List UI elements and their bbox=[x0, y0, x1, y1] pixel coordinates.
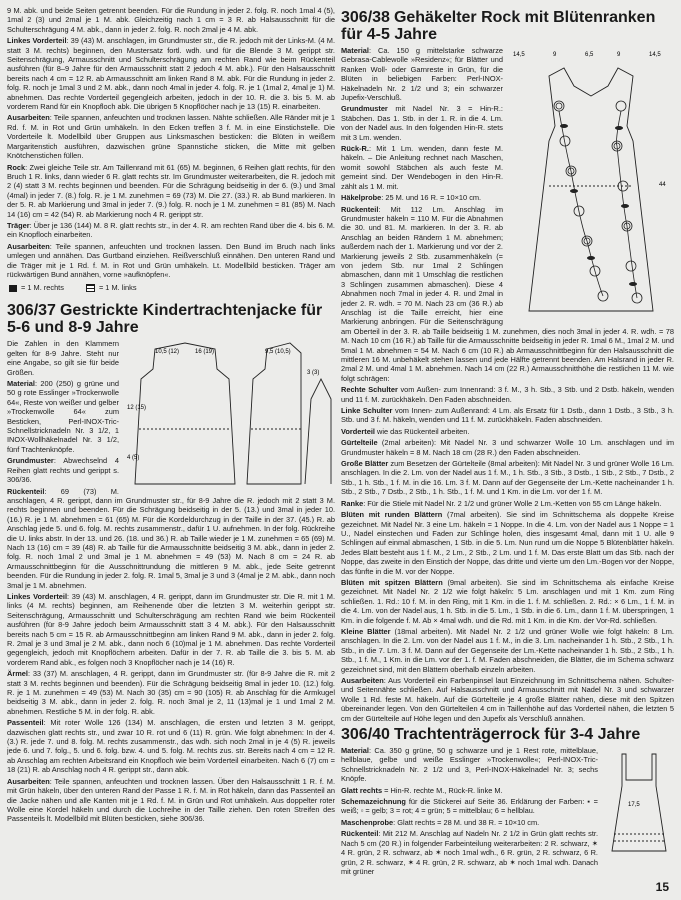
skirt-pattern-diagram bbox=[604, 746, 674, 856]
paragraph: Material: Ca. 350 g grüne, 50 g schwarze und je 1 Rest rote, mittelblaue, hellblaue, gelbe und weiße Esslinger »Trockenwolle«; Perl-INOX-Tric-Schnellstricknadeln Nr. 2 1/2 und 3, Perl-INOX-Häkelnadel Nr. 3; sechs Knöpfe. bbox=[341, 746, 598, 784]
paragraph: Ausarbeiten: Teile spannen, anfeuchten und trocknen lassen. Über den Halsausschnitt 1 R. f. M. mit Grün häkeln, über den unteren Rand der Passe 1 R. f. M. in Rot häkeln, dann das Passenteil an die Jacke nähen und alle Kanten mit je 1 Rd. f. M. in Grün und Rot umhäkeln. Aus doppelter roter Wolle eine Kordel häkeln und durch die Lochreihe in der Taille ziehen. Den roten Streifen des Passenteils lt. Modellbild mit Blüten besticken, siehe 306/36. bbox=[7, 776, 335, 824]
paragraph: Blüten mit runden Blättern (7mal arbeiten). Sie sind im Schnittschema als doppelte Kreise gezeichnet. Mit Nadel Nr. 3 eine Lm. häkeln = 1 Noppe. In die 4. Lm. von der Nadel aus 1 Noppe = 1 U., Nadel einstechen und Faden zur Schlinge holen, dies insgesamt 4mal, dann mit 1 U. alle 9 Schlingen auf einmal abmaschen, 1 Stb. in die 5. Lm. Nun rund um die Noppe 5 Blütenblätter häkeln. Jedes Blatt besteht aus 1 f. M., 2 Lm., 2 Stb., 2 Lm. und 1 f. M. Das erste Blatt um das Stb. nach der Noppe, das zweite in den Einstich der Noppe, das dritte und vierte um den Lm.-Bogen vor der Noppe, das fünfte in die M. vor der Noppe. bbox=[341, 510, 674, 576]
section-title-306-40: 306/40 Trachtenträgerrock für 3-4 Jahre bbox=[341, 726, 641, 744]
paragraph: Vorderteil wie das Rückenteil arbeiten. bbox=[341, 426, 470, 436]
paragraph: Gürtelteile (2mal arbeiten): Mit Nadel Nr. 3 und schwarzer Wolle 10 Lm. anschlagen und im Grundmuster häkeln = 8 M. Nach 18 cm (28 R.) den Faden abschneiden. bbox=[341, 438, 674, 457]
paragraph: Rück-R.: Mit 1 Lm. wenden, dann feste M. häkeln. – Die Anleitung rechnet nach Maschen, womit sowohl Stäbchen als auch feste M. gemeint sind. Der Wendebogen in den Hin-R. zählt als 1 M. mit. bbox=[341, 144, 503, 191]
diagram-label: 17,5 bbox=[628, 802, 640, 809]
paragraph: Rock: Zwei gleiche Teile str. Am Taillenrand mit 61 (65) M. beginnen, 6 Reihen glatt rechts, für den Bruch 1 R. links, dann wieder 6 R. glatt rechts str. Im Grundmuster weiterarbeiten, die R. jedoch mit 2 (4) statt 3 M. rechts beginnen und beenden. Für die Schrägung beidseitig in der 6. (9.) und 3mal (4mal) in jeder 7. (8.) folg. R. je 1 M. zunehmen = 69 (73) M. Die 27. (33.) R. ab Bund markieren. In der 5. R. ab Markierung und 3mal in jeder 7. (9.) folg. R. noch je 1 M. zunehmen = 81 (85) M. Nach 14 (16) cm = 42 (54) R. ab Markierung noch 4 R. gerippt str. bbox=[7, 162, 335, 219]
stitch-legend bbox=[9, 283, 335, 292]
paragraph: Große Blätter zum Besetzen der Gürtelteile (8mal arbeiten): Mit Nadel Nr. 3 und grüner Wolle 16 Lm. anschlagen. In die 2. Lm. von der Nadel aus 1 f. M., 1 h. Stb., 3 Stb., 3 Dstb., 1 Stb., 2 Stb., 7 Dstb., 2 Stb., 1 h. Stb., 1 f. M. in die 16. Lm. 3 f. M. Dann auf der Gegenseite der Lm.-Kette nacheinander 1 h. Stb., 2 Stb., 7 Dstb., 2 Stb., 1 h. Stb., 1 f. M. und 1 Km. in die Lm. vor der 1 f. M. bbox=[341, 459, 674, 497]
paragraph: Linke Schulter vom Innen- zum Außenrand: 4 Lm. als Ersatz für 1 Dstb., dann 1 Dstb., 3 Stb., 3 h. Stb. und 3 f. M. häkeln, wenden und 11 f. M. zurückhäkeln. Faden abschneiden. bbox=[341, 406, 674, 425]
paragraph: 9 M. abk. und beide Seiten getrennt beenden. Für die Rundung in jeder 2. folg. R. noch 1mal 4 (5), 1mal 2 (3) und 2mal je 1 M. abk. Gleichzeitig nach 1 cm = 3 R. ab Halsausschnitt für die Schulterschrägung 4 M. abk., dann in jeder 2. folg. R. noch 2mal je 4 M. abk. bbox=[7, 6, 335, 34]
paragraph: Ärmel: 33 (37) M. anschlagen, 4 R. gerippt, dann im Grundmuster str. (für 8-9 Jahre die R. mit 2 statt 3 M. rechts beginnen und beenden). Für die Schrägung beidseitig 8mal in jeder 10. (12.) folg. R. je 1 M. zunehmen = 49 (53) M. Nach 30 (35) cm = 90 (105) R. ab Anschlag für die Armkugel beidseitig 3 M. abk., dann in jeder 2. folg. R. noch 3mal je 2, 11 (13)mal je 1 und 1mal 2 M. abnehmen. Restliche 5 M. in der folg. R. abk. bbox=[7, 669, 335, 716]
paragraph: Ausarbeiten: Aus Vorderteil ein Farbenpinsel laut Einzeichnung im Schnittschema nähen. Schulter- und Seitennähte schließen. Auf Halsausschnitt und Armausschnitt mit Nadel Nr. 3 und schwarzer Wolle 1 Rd. feste M. häkeln. Auf die Gürtelteile je 4 große Blätter nähen, diese mit den Spitzen übereinander legen. Von den Gürtelteilen 4 cm in Taillenhöhe auf das Vorderteil nähen, die letzten 5 cm der Gürtelteile auf Höhe legen und den Jupefix als Verschluß annähen. bbox=[341, 676, 674, 723]
paragraph: Passenteil: Mit roter Wolle 126 (134) M. anschlagen, die ersten und letzten 3 M. gerippt, dazwischen glatt rechts str., und zwar 10 R. rot und 6 (11) R. grün. Wie folgt abnehmen: In der 4. (3.) R. jede 7. und 8. folg. M. rechts zusammenstr., das wdh. sich noch 2mal in je 4 (5) R. jeweils jede 6. und 7. folg., 5. und 6. folg. bzw. 4. und 5. folg. M. rechts zus. str. Bereits nach 4 cm = 12 R. ab Anschlag am rechten Arbeitsrand ein Knopfloch wie beim Vorderteil einarbeiten. Nach 6 (7) cm = 18 (21) R. ab Anschlag noch 4 R. gerippt str., dann abk. bbox=[7, 718, 335, 775]
left-column bbox=[7, 6, 335, 890]
diagram-label: 9 bbox=[617, 52, 621, 58]
paragraph: Ausarbeiten: Teile spannen, anfeuchten und trocknen lassen. Den Bund im Bruch nach links umlegen und annähen. Das Gurtband einziehen. Reißverschluß einnähen. Den unteren Rand und die Träger mit je 1 Rd. f. M. in Rot und Grün umhäkeln. Lt. Modellbild besticken. Träger am rückwärtigen Bund annähen, vorne »aufknöpfen«. bbox=[7, 241, 335, 279]
diagram-label: 14,5 bbox=[649, 52, 661, 58]
diagram-label: 44 bbox=[659, 182, 666, 188]
paragraph: Träger: Über je 136 (144) M. 8 R. glatt rechts str., in der 4. R. am rechten Rand über die 4. bis 6. M. ein Knopfloch einarbeiten. bbox=[7, 220, 335, 240]
diagram-label: 4 (5) bbox=[127, 455, 140, 462]
paragraph: Linkes Vorderteil: 39 (43) M. anschlagen, im Grundmuster str., die R. jedoch mit der Links-M. (4 M. statt 3 M. rechts) beginnen, den Mustersatz fortl. wdh. und für die Blende 3 M. gerippt str. Seitenschrägung, Armausschnitt und Schulterschrägung am rechten Rand wie beim Rückenteil ausführen (für 8–9 Jahre für den Armausschnitt statt 2 jedoch 4 M. abk.). Für den Halsausschnitt bereits nach 4 cm = 12 R. ab Armausschnitt am linken Rand 8 M. abk. Für die Rundung in jeder 2. folg. R. noch je 1mal 3 und 2 M. abk., dann noch 4mal in jeder 4. folg. R. je 1 (1mal 2, 4mal je 1) M. abnehmen. Das rechte Vorderteil gegengleich arbeiten, jedoch in der 10. R. die 3. bis 5. M. ab vorderem Rand für ein Knopfloch abk. Die übrigen 5 Knopflöcher nach je 13 (15) R. einarbeiten. bbox=[7, 36, 335, 112]
paragraph: Rückenteil: Mit 112 Lm. Anschlag im Grundmuster häkeln = 110 M. Für die Abnahmen die 30. und 81. M. markieren. In der 3. R. ab Anschlag an beiden Rändern 1 M. abnehmen; außerdem nach der 1. Markierung und vor der 2. Markierung jeweils 2 Stb. zusammenhäkeln (= von jedem Stb. nur 1mal 2 Schlingen abmaschen, dann mit 1 Umschlag die restlichen 3 Schlingen zusammen abmaschen). Diese 4 Abnahmen noch 7mal in jeder 4. R. und 2mal in jeder 2. R. wdh. = 70 M. Nach 23 cm (36 R.) ab Anschlag ist die Taille erreicht, hier eine Markierung anbringen. Für die Seitenschrägung am Oberteil in der 3. R. ab Taille beidseitig 1 M. zunehmen, dies noch 3mal in jeder 4. R. wdh. = 78 M. Nach 10 cm (16 R.) ab Taille für die Armausschnitte beidseitig in jeder R. 1mal 6 M., 1mal 2 M. und 5mal 1 M. abnehmen = 54 M. Nach 6 cm (10 R.) ab Armausschnittbeginn für den Halsausschnitt die mittleren 16 M. unbehäkelt stehen lassen und jede Hälfte getrennt beenden. Am Halsrand in jeder R. 2mal 2 M. und 4mal 1 M. abnehmen. Nach 14 cm (22 R.) Armausschnitthöhe die restlichen 11 M. wie folgt schrägen: bbox=[341, 204, 674, 383]
right-column bbox=[341, 6, 674, 890]
knit-symbol-icon bbox=[9, 285, 17, 292]
paragraph: Ranke: Für die Stiele mit Nadel Nr. 2 1/2 und grüner Wolle 2 Lm.-Ketten von 55 cm Länge häkeln. bbox=[341, 498, 662, 508]
paragraph: Blüten mit spitzen Blättern (9mal arbeiten). Sie sind im Schnittschema als einfache Kreise gezeichnet. Mit Nadel Nr. 2 1/2 wie folgt häkeln: 5 Lm. anschlagen und mit 1 Km. zum Ring schließen. 1. Rd.: 10 f. M. in den Ring, mit 1 Km. in die 1. f. M. schließen. 2. Rd.: × 6 Lm., 1 f. M. in die 4. Lm. von der Nadel aus, 1 h. Stb. in die 5. Lm., 1 Stb. in die 6. Lm., dann 1 f. M. überspringen, 1 Km. in die folgende f. M. Ab × 4mal wdh. und die Rd. mit 1 Km. in die Km. der Vor-Rd. schließen. bbox=[341, 577, 674, 625]
paragraph: Rechte Schulter vom Außen- zum Innenrand: 3 f. M., 3 h. Stb., 3 Stb. und 2 Dstb. häkeln, wenden und 11 f. M. zurückhäkeln. Den Faden abschneiden. bbox=[341, 385, 674, 404]
purl-symbol-icon bbox=[86, 284, 95, 292]
paragraph: Maschenprobe: Glatt rechts = 28 M. und 38 R. = 10×10 cm. bbox=[341, 817, 540, 827]
section-title-306-38: 306/38 Gehäkelter Rock mit Blütenranken für 4-5 Jahre bbox=[341, 9, 656, 43]
intro-text bbox=[7, 6, 335, 279]
paragraph: Linkes Vorderteil: 39 (43) M. anschlagen, 4 R. gerippt, dann im Grundmuster str. Die R. mit 1 M. links (4 M. rechts) beginnen, am Reihenende über die letzten 3 M. weiterhin gerippt str. Seitenschrägung, Armausschnitt und Schulterschrägung am rechten Rand wie beim Rückenteil ausführen (für 8-9 Jahre jedoch beim Armausschnitt statt 3 4 M. abk.). Für den Halsausschnitt bereits nach 5 cm = 15 R. ab Armausschnittbeginn am linken Rand 9 M. abk., dann in jeder 2. folg. R. 2mal je 3 und 3mal je 2 M. abk., dann noch 6 (10)mal je 1 M. abnehmen. Das rechte Vorderteil gegengleich, jedoch mit Knopflöchern arbeiten. Dafür in der 7. R. ab Taille die 3. bis 5. M. ab vorderem Rand abk., es folgen noch 3 Knopflöcher nach je 14 (16) R. bbox=[7, 591, 335, 667]
paragraph: Ausarbeiten: Teile spannen, anfeuchten und trocknen lassen. Nähte schließen. Alle Ränder mit je 1 Rd. f. M. in Rot und Grün umhäkeln. In den Ecken treffen 3 f. M. in eine Einstichstelle. Die Vorderteile lt. Modellbild über Gruppen aus Linksmaschen besticken: die Blüten in weißem Margaritenstich ausführen, dazwischen grüne Spannstiche sticken, die Mitte mit gelben Knötchenstichen füllen. bbox=[7, 113, 335, 161]
paragraph: Schemazeichnung für die Stickerei auf Seite 36. Erklärung der Farben: ▪ = weiß; ▫ = gelb; 3 = rot; 4 = grün; 5 = mittelblau; 6 = hellblau. bbox=[341, 797, 598, 816]
diagram-label: 14,5 bbox=[513, 52, 525, 58]
diagram-label: 10,5 (12) bbox=[155, 349, 180, 356]
paragraph: Material: 200 (250) g grüne und 50 g rote Esslinger »Trockenwolle 64«, Reste von weißer und gelber »Trockenwolle 64« zum Besticken, Perl-INOX-Tric-Schnellstricknadeln Nr. 3 1/2, 1 INOX-Wollhäkelnadel Nr. 3 1/2, fünf Trachtenknöpfe. bbox=[7, 379, 119, 454]
diagram-label: 9 bbox=[553, 52, 557, 58]
diagram-label: 16 (19) bbox=[195, 349, 215, 356]
paragraph: Grundmuster: Abwechselnd 4 Reihen glatt rechts und gerippt s. 306/36. bbox=[7, 456, 119, 485]
paragraph: Grundmuster mit Nadel Nr. 3 = Hin-R.: Stäbchen. Das 1. Stb. in der 1. R. in die 4. Lm. von der Nadel aus. In den folgenden Hin-R. stets mit 3 Lm. wenden. bbox=[341, 104, 503, 142]
section-intro: Die Zahlen in den Klammern gelten für 8-9 Jahre. Steht nur eine Angabe, so gilt sie für beide Größen. bbox=[7, 339, 119, 377]
diagram-label: 12 (15) bbox=[127, 405, 147, 412]
paragraph: Häkelprobe: 25 M. und 16 R. = 10×10 cm. bbox=[341, 193, 482, 203]
diagram-label: 6,5 bbox=[585, 52, 594, 58]
diagram-label: 3 (3) bbox=[307, 370, 320, 377]
page-number: 15 bbox=[655, 880, 669, 894]
paragraph: Kleine Blätter (18mal arbeiten). Mit Nadel Nr. 2 1/2 und grüner Wolle wie folgt häkeln: 8 Lm. anschlagen. In die 2. Lm. von der Nadel aus 1 f. M., in die 3. Lm. nacheinander 1 h. Stb., 2 Stb., 1 h. Stb., in die 7. Lm. 3 f. M. Dann auf der Gegenseite der Lm.-Kette nacheinander 1 h. Stb., 2 Stb., 1 h. Stb., 1 f. M., 1 Km. in die Lm. vor der 1. f. M. Faden abschneiden, die Blätter, die im Schema schwarz gezeichnet sind, mit den Blättern oberhalb einzeln arbeiten. bbox=[341, 626, 674, 674]
paragraph: Glatt rechts = Hin-R. rechte M., Rück-R. linke M. bbox=[341, 785, 503, 795]
dress-pattern-diagram bbox=[509, 46, 674, 316]
jacket-pattern-diagram bbox=[125, 339, 335, 489]
section-title-306-37: 306/37 Gestrickte Kindertrachtenjacke für 5-6 und 8-9 Jahre bbox=[7, 302, 323, 337]
paragraph: Rückenteil: Mit 212 M. Anschlag auf Nadeln Nr. 2 1/2 in Grün glatt rechts str. Nach 5 cm (20 R.) in folgender Farbeinteilung weiterarbeiten: 2 R. schwarz, ✶ 4 R. grün, 2 R. schwarz, ab ✶ noch 1mal wdh., 6 R. grün, 2 R. schwarz, 6 R. grün, 2 R. schwarz, ✶ 4 R. grün, 2 R. schwarz, ab ✶ noch 1mal wdh. Danach mit grüner bbox=[341, 829, 598, 876]
paragraph: Rückenteil: 69 (73) M. anschlagen, 4 R. gerippt, dann im Grundmuster str., für 8-9 Jahre die R. jedoch mit 2 statt 3 M. rechts beginnen und beenden. Für die Schrägung beidseitig in der 5. (13.) und 3mal in jeder 10. (16.) R. je 1 M. abnehmen = 61 (65) M. Für die Kordeldurchzug in der Taille in der 37. (45.) R. ab Anschlag jede 5. und 6. folg. M. rechts zusammenstr., dafür 1 U. aufnehmen. In der folg. Rückreihe die U. links abstr. In der 13. und 26. (18. und 36.) R. ab Taille wieder je 1 M. zunehmen = 65 (69) M. Nach 13 (16) cm = 39 (48) R. ab Taille für die Armausschnitte beidseitig 3 M. abk., dann in jeder 2. folg. R. noch 1mal 2 und 3mal je 1 M. abnehmen = 49 (53) M. Nach 8 cm = 24 R. ab Armausschnittbeginn für die Ausschnittrundung die mittleren 9 M. abk., jede Seite getrennt beenden. Für die Rundung in jeder 2. folg. R. 1mal 5, 3mal je 3 und 3 (4mal je 2 M. abk., dann noch 3mal je 1 M. abnehmen. bbox=[7, 486, 335, 590]
legend-item-purl: = 1 M. links bbox=[86, 283, 137, 292]
diagram-label: 9,5 (10,5) bbox=[265, 349, 291, 356]
paragraph: Material: Ca. 150 g mittelstarke schwarze Gebrasa-Cablewolle »Residenz«; für Blätter und Ranken Woll- oder Garnreste in Grün, für die Blüten in beliebigen Farben: Perl-INOX-Häkelnadeln Nr. 2 1/2 und 3; ein schwarzer Jupefix-Verschluß. bbox=[341, 46, 503, 103]
legend-item-knit: = 1 M. rechts bbox=[9, 283, 64, 292]
